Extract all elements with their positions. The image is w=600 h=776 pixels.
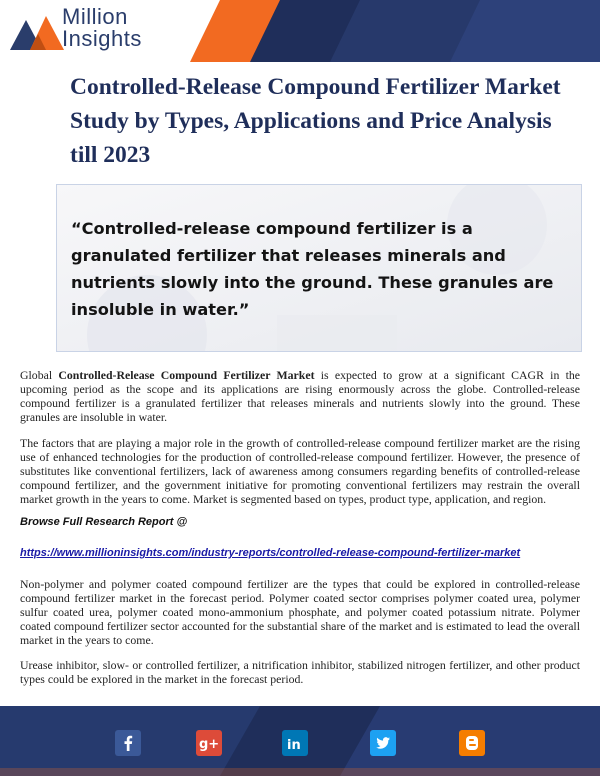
paragraph-types: Non-polymer and polymer coated compound fertilizer are the types that could be explored in controlled-release compound fertilizer market in the forecast period. Polymer coated sector comprises polymer coated urea, polymer sulfur coated urea, polymer coated mono-ammonium phosphate, and polymer coated potassium nitrate. Polymer coated compound fertilizer sector accounted for the substantial share of the market and is estimated to lead the overall market in the years to come. (20, 577, 580, 647)
svg-text:g+: g+ (199, 737, 220, 752)
market-name: Controlled-Release Compound Fertilizer Market (58, 368, 315, 382)
svg-text:in: in (287, 738, 301, 753)
intro-prefix: Global (20, 368, 59, 382)
quote-box (56, 184, 582, 352)
google-plus-icon[interactable] (196, 730, 222, 756)
brand-line2: Insights (62, 26, 142, 51)
brand-name (62, 6, 142, 50)
twitter-icon[interactable] (370, 730, 396, 756)
header (0, 0, 600, 62)
brand-line1: Million (62, 4, 128, 29)
footer (0, 706, 600, 776)
paragraph-intro (20, 368, 580, 424)
intro-rest: is expected to grow at a significant CAGR in the upcoming period as the scope and its applications are rising enormously across the globe. Controlled-release compound fertilizer is a granulated fertilizer that releases minerals and nutrients slowly into the ground. These granules are insoluble in water. (20, 368, 580, 424)
linkedin-icon[interactable] (282, 730, 308, 756)
facebook-icon[interactable] (115, 730, 141, 756)
page-title: Controlled-Release Compound Fertilizer Market Study by Types, Applications and Price Analysis till 2023 (70, 74, 561, 168)
paragraph-products: Urease inhibitor, slow- or controlled fertilizer, a nitrification inhibitor, stabilized nitrogen fertilizer, and other product types could be explored in the market in the forecast period. (20, 658, 580, 686)
browse-label: Browse Full Research Report @ (20, 516, 188, 528)
paragraph-factors: The factors that are playing a major role in the growth of controlled-release compound fertilizer market are the rising use of enhanced technologies for the production of controlled-release compound fertilizer. However, the presence of substitutes like conventional fertilizers, lack of awareness among consumers regarding benefits of controlled-release compound fertilizer, and the government initiative for promoting conventional fertilizers may restrain the overall market growth in the years to come. Market is segmented based on types, product type, application, and region. (20, 436, 580, 506)
report-link[interactable]: https://www.millioninsights.com/industry-reports/controlled-release-compound-fertilizer-market (20, 547, 521, 559)
quote-text: “Controlled-release compound fertilizer is a granulated fertilizer that releases minerals and nutrients slowly into the ground. These granules are insoluble in water.” (71, 219, 554, 319)
blogger-icon[interactable] (459, 730, 485, 756)
header-banner (180, 0, 600, 62)
